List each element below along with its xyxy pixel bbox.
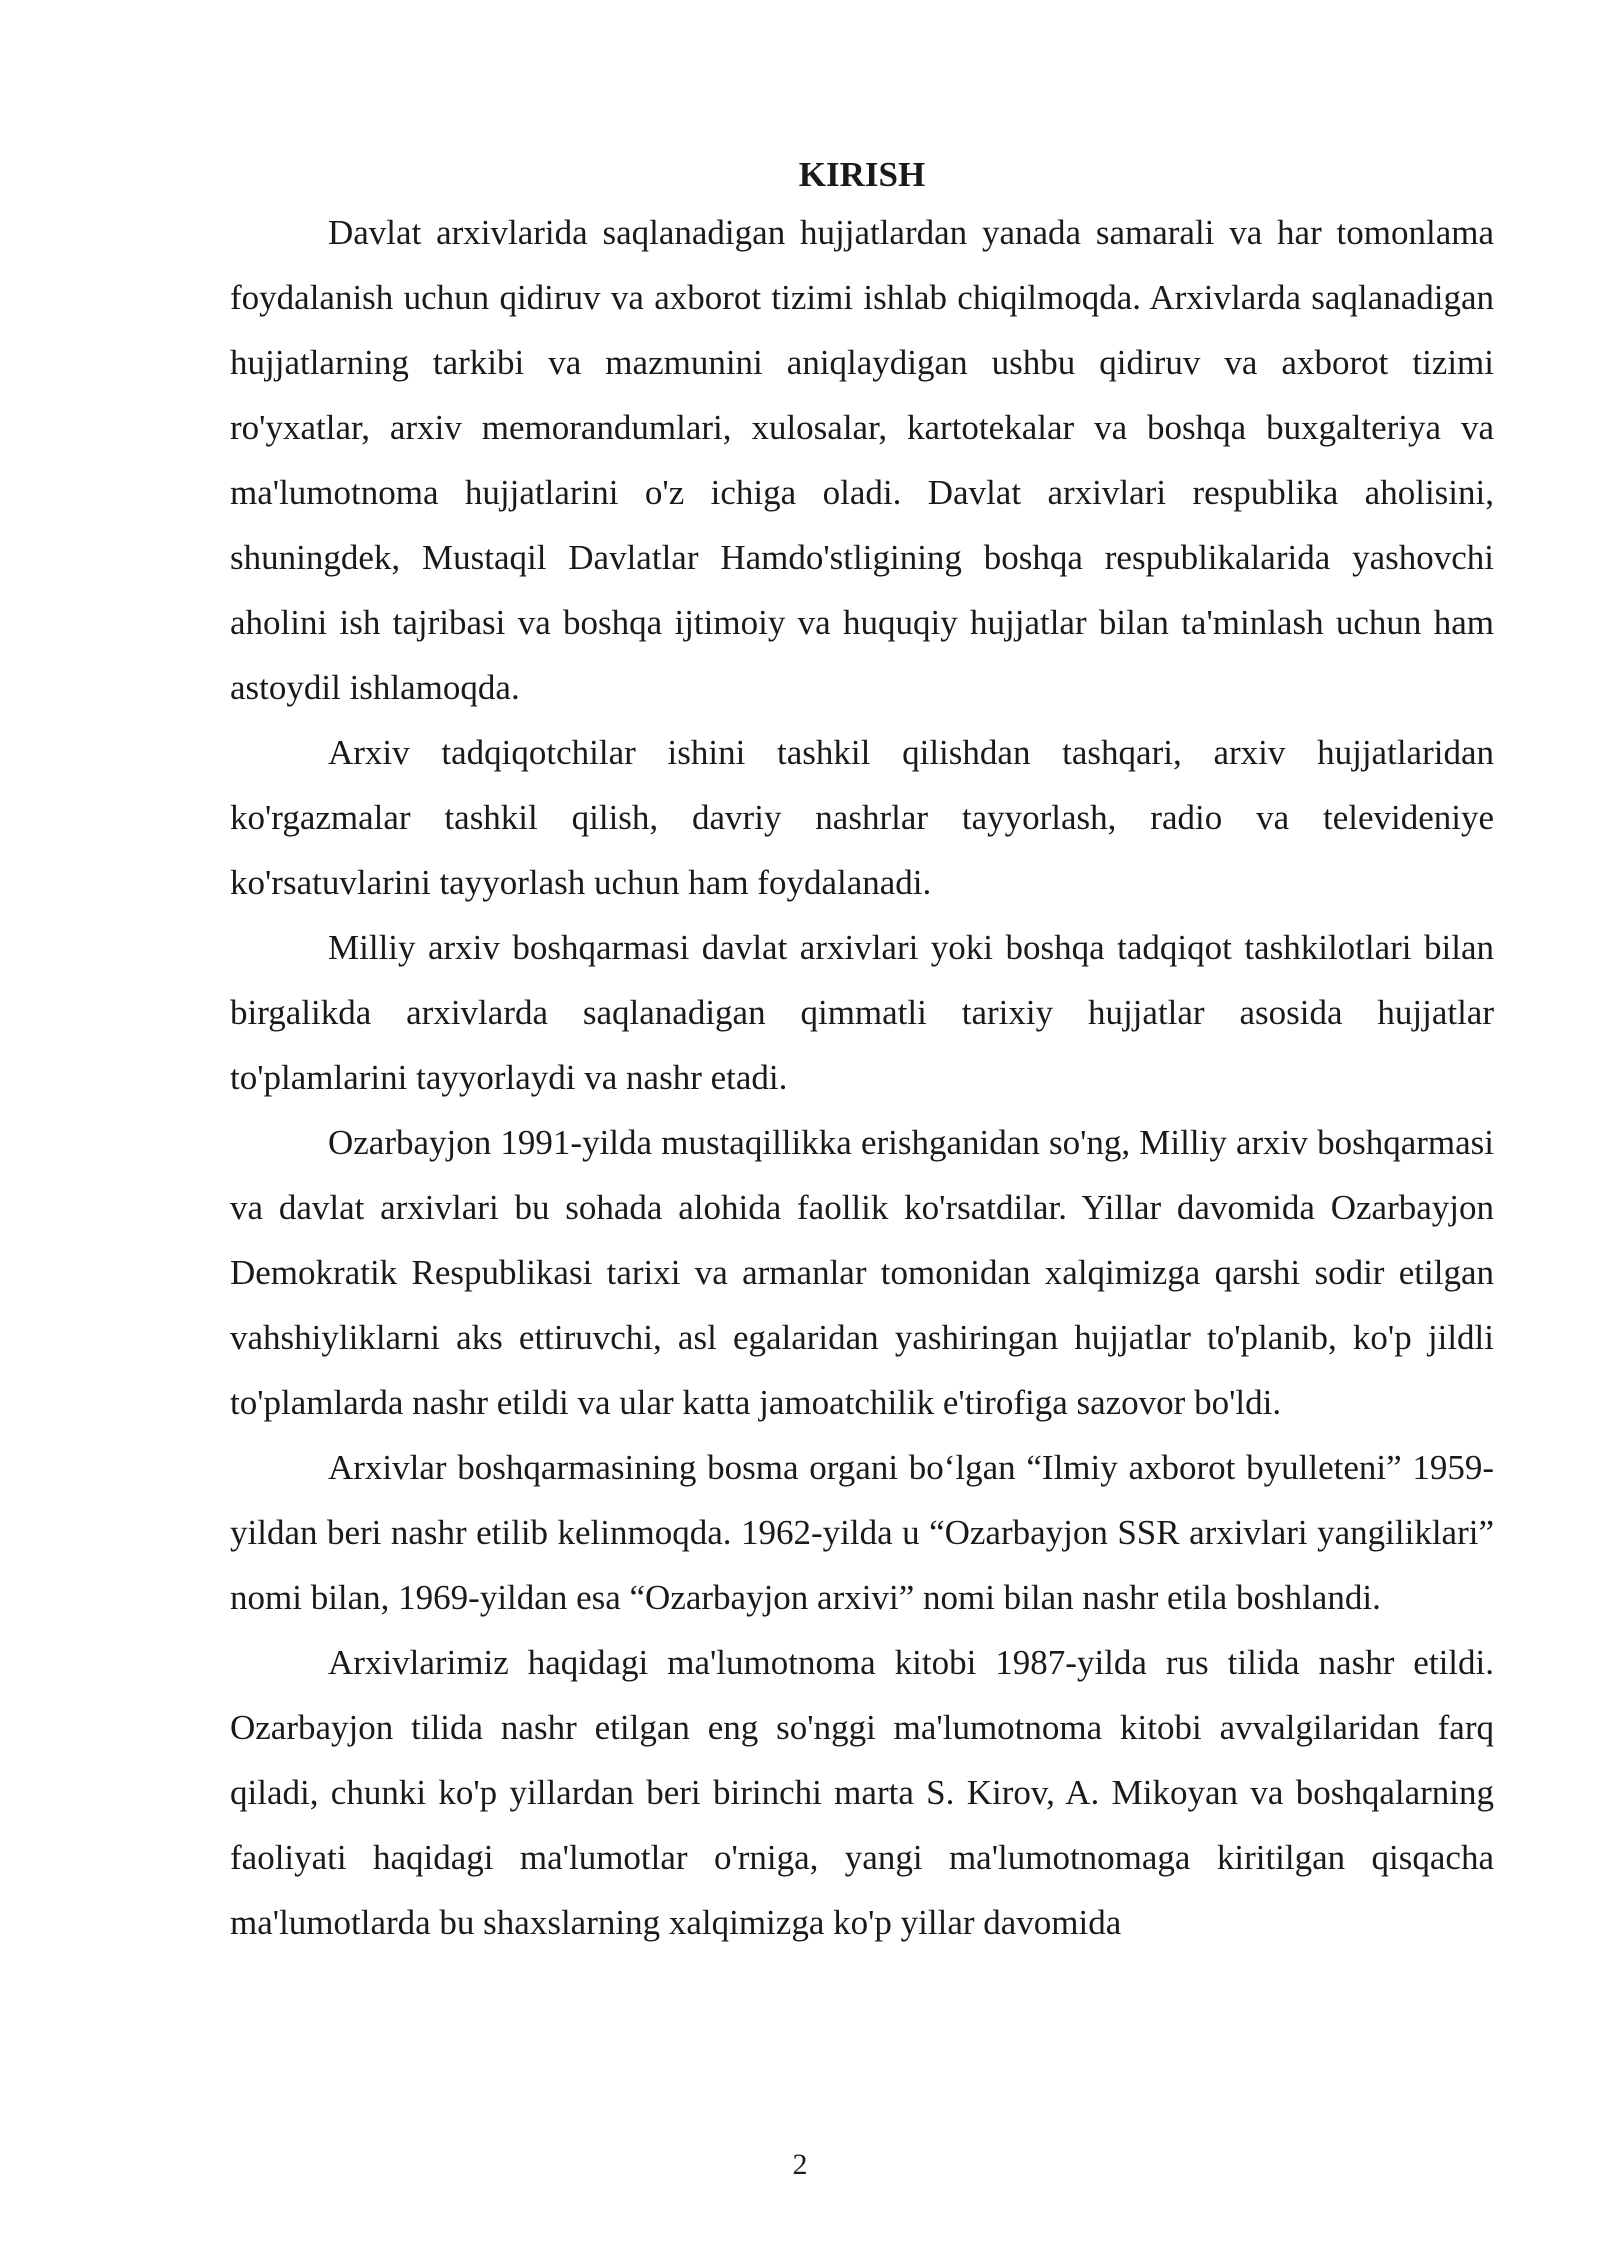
paragraph-2: Arxiv tadqiqotchilar ishini tashkil qilishdan tashqari, arxiv hujjatlaridan ko'rgazmalar tashkil qilish, davriy nashrlar tayyorlash, radio va televideniye ko'rsatuvlarini tayyorlash uchun ham foydalanadi. — [230, 733, 1494, 902]
page-content — [230, 150, 1494, 1955]
paragraph-1: Davlat arxivlarida saqlanadigan hujjatlardan yanada samarali va har tomonlama foydalanish uchun qidiruv va axborot tizimi ishlab chiqilmoqda. Arxivlarda saqlanadigan hujjatlarning tarkibi va mazmunini aniqlaydigan ushbu qidiruv va axborot tizimi ro'yxatlar, arxiv memorandumlari, xulosalar, kartotekalar va boshqa buxgalteriya va ma'lumotnoma hujjatlarini o'z ichiga oladi. Davlat arxivlari respublika aholisini, shuningdek, Mustaqil Davlatlar Hamdo'stligining boshqa respublikalarida yashovchi aholini ish tajribasi va boshqa ijtimoiy va huquqiy hujjatlar bilan ta'minlash uchun ham astoydil ishlamoqda. — [230, 213, 1494, 707]
paragraph-5: Arxivlar boshqarmasining bosma organi bo‘lgan “Ilmiy axborot byulleteni” 1959-yildan beri nashr etilib kelinmoqda. 1962-yilda u “Ozarbayjon SSR arxivlari yangiliklari” nomi bilan, 1969-yildan esa “Ozarbayjon arxivi” nomi bilan nashr etila boshlandi. — [230, 1448, 1494, 1617]
paragraph-3: Milliy arxiv boshqarmasi davlat arxivlari yoki boshqa tadqiqot tashkilotlari bilan birgalikda arxivlarda saqlanadigan qimmatli tarixiy hujjatlar asosida hujjatlar to'plamlarini tayyorlaydi va nashr etadi. — [230, 928, 1494, 1097]
paragraph-6: Arxivlarimiz haqidagi ma'lumotnoma kitobi 1987-yilda rus tilida nashr etildi. Ozarbayjon tilida nashr etilgan eng so'nggi ma'lumotnoma kitobi avvalgilaridan farq qiladi, chunki ko'p yillardan beri birinchi marta S. Kirov, A. Mikoyan va boshqalarning faoliyati haqidagi ma'lumotlar o'rniga, yangi ma'lumotnomaga kiritilgan qisqacha ma'lumotlarda bu shaxslarning xalqimizga ko'p yillar davomida — [230, 1643, 1494, 1942]
paragraph-4: Ozarbayjon 1991-yilda mustaqillikka erishganidan so'ng, Milliy arxiv boshqarmasi va davlat arxivlari bu sohada alohida faollik ko'rsatdilar. Yillar davomida Ozarbayjon Demokratik Respublikasi tarixi va armanlar tomonidan xalqimizga qarshi sodir etilgan vahshiyliklarni aks ettiruvchi, asl egalaridan yashiringan hujjatlar to'planib, ko'p jildli to'plamlarda nashr etildi va ular katta jamoatchilik e'tirofiga sazovor bo'ldi. — [230, 1123, 1494, 1422]
page-number: 2 — [792, 2148, 808, 2181]
page-title: KIRISH — [798, 155, 926, 194]
